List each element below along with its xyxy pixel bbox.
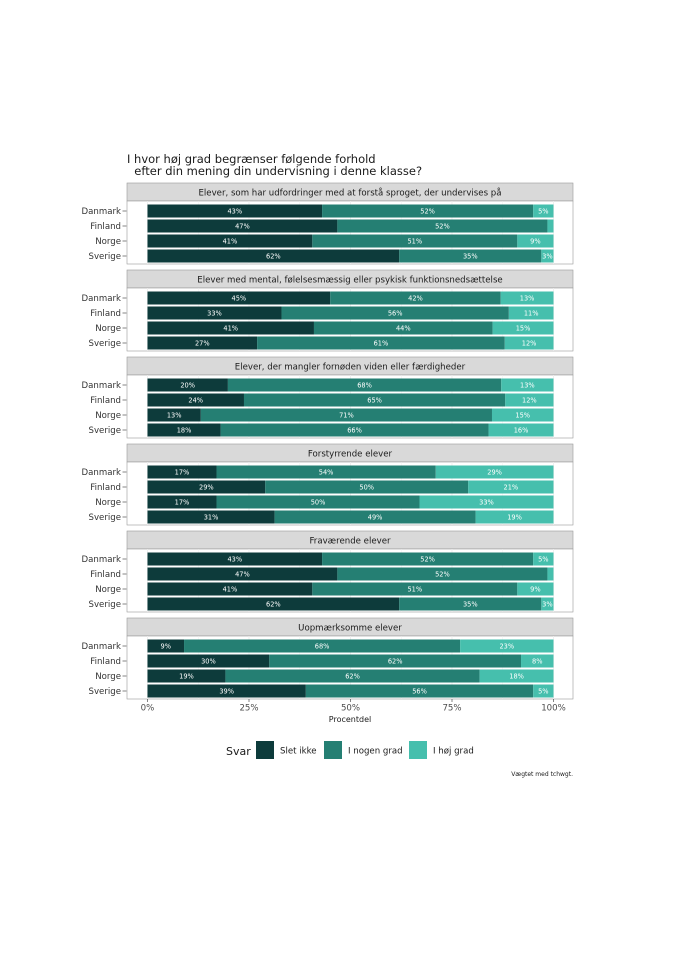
data-label: 29% [199, 483, 214, 492]
legend-label: I høj grad [433, 746, 474, 757]
data-label: 15% [515, 324, 531, 333]
category-label: Finland [90, 222, 121, 232]
data-label: 62% [266, 252, 281, 261]
legend [226, 741, 474, 759]
data-label: 27% [194, 339, 210, 348]
data-label: 5% [538, 555, 549, 564]
data-label: 35% [462, 252, 478, 261]
facet-panels [82, 183, 573, 699]
data-label: 18% [176, 426, 192, 435]
facet-title: Forstyrrende elever [307, 449, 393, 460]
facet-title: Fraværende elever [309, 536, 391, 547]
category-label: Sverige [88, 600, 121, 610]
data-label: 71% [339, 411, 354, 420]
data-label: 35% [462, 600, 478, 609]
data-label: 9% [530, 237, 541, 246]
data-label: 66% [347, 426, 362, 435]
data-label: 20% [180, 381, 196, 390]
data-label: 5% [538, 687, 549, 696]
category-label: Sverige [88, 426, 121, 436]
facet-title: Elever, der mangler fornøden viden eller færdigheder [234, 362, 466, 373]
chart-title-line-1: I hvor høj grad begrænser følgende forhold [127, 152, 376, 166]
data-label: 54% [318, 468, 334, 477]
data-label: 52% [420, 207, 435, 216]
data-label: 47% [235, 222, 250, 231]
category-label: Norge [95, 672, 121, 682]
category-label: Norge [95, 324, 121, 334]
category-label: Danmark [81, 555, 121, 565]
data-label: 50% [310, 498, 326, 507]
data-label: 30% [201, 657, 216, 666]
data-label: 41% [222, 585, 238, 594]
data-label: 39% [219, 687, 234, 696]
facet-panel [82, 618, 573, 699]
x-tick-label: 100% [541, 703, 566, 714]
data-label: 33% [207, 309, 222, 318]
facet-panel [82, 183, 573, 264]
data-label: 49% [367, 513, 383, 522]
data-label: 29% [487, 468, 502, 477]
chart-caption: Vægtet med tchwgt. [511, 771, 573, 778]
category-label: Sverige [88, 252, 121, 262]
legend-swatch [324, 741, 342, 759]
data-label: 50% [359, 483, 375, 492]
data-label: 3% [542, 252, 553, 261]
facet-panel [82, 357, 573, 438]
data-label: 9% [160, 642, 172, 651]
x-tick-label: 25% [239, 703, 259, 714]
data-label: 52% [420, 555, 435, 564]
chart-title-line-2: efter din mening din undervisning i denne klasse? [127, 164, 423, 178]
data-label: 68% [314, 642, 330, 651]
data-label: 65% [367, 396, 382, 405]
category-label: Danmark [81, 642, 121, 652]
data-label: 41% [223, 324, 239, 333]
category-label: Norge [95, 585, 121, 595]
data-label: 18% [509, 672, 524, 681]
data-label: 19% [179, 672, 194, 681]
data-label: 17% [174, 498, 190, 507]
legend-swatch [409, 741, 427, 759]
data-label: 43% [227, 207, 243, 216]
data-label: 42% [408, 294, 423, 303]
data-label: 33% [479, 498, 494, 507]
data-label: 51% [407, 237, 423, 246]
data-label: 3% [542, 600, 553, 609]
data-label: 52% [435, 222, 450, 231]
category-label: Sverige [88, 339, 121, 349]
data-label: 51% [407, 585, 423, 594]
category-label: Norge [95, 498, 121, 508]
category-label: Finland [90, 309, 121, 319]
category-label: Danmark [81, 381, 121, 391]
category-label: Danmark [81, 294, 121, 304]
x-axis-label: Procentdel [328, 715, 372, 724]
category-label: Finland [90, 657, 121, 667]
data-label: 45% [231, 294, 247, 303]
data-label: 13% [166, 411, 182, 420]
data-label: 31% [203, 513, 219, 522]
x-tick-label: 50% [340, 703, 361, 714]
data-label: 56% [412, 687, 427, 696]
category-label: Norge [95, 237, 121, 247]
data-label: 62% [266, 600, 281, 609]
bar-segment [547, 568, 553, 581]
data-label: 62% [387, 657, 403, 666]
category-label: Finland [90, 396, 121, 406]
data-label: 43% [227, 555, 243, 564]
x-axis [141, 699, 566, 714]
data-label: 44% [395, 324, 411, 333]
data-label: 21% [503, 483, 519, 492]
facet-panel [82, 444, 573, 525]
x-tick-label: 75% [442, 703, 462, 714]
bar-segment [547, 220, 553, 233]
data-label: 9% [530, 585, 541, 594]
legend-title: Svar [226, 745, 251, 758]
data-label: 61% [373, 339, 389, 348]
data-label: 12% [522, 396, 537, 405]
data-label: 17% [174, 468, 190, 477]
data-label: 5% [538, 207, 549, 216]
category-label: Norge [95, 411, 121, 421]
data-label: 68% [357, 381, 372, 390]
data-label: 23% [499, 642, 515, 651]
data-label: 13% [519, 294, 535, 303]
data-label: 8% [532, 657, 543, 666]
data-label: 15% [515, 411, 531, 420]
category-label: Danmark [81, 468, 121, 478]
category-label: Danmark [81, 207, 121, 217]
data-label: 56% [387, 309, 403, 318]
facet-title: Elever med mental, følelsesmæssig eller psykisk funktionsnedsættelse [197, 275, 503, 286]
data-label: 52% [435, 570, 450, 579]
facet-panel [82, 531, 573, 612]
facet-panel [82, 270, 573, 351]
data-label: 16% [513, 426, 529, 435]
data-label: 19% [507, 513, 522, 522]
legend-swatch [256, 741, 274, 759]
legend-label: I nogen grad [348, 746, 403, 757]
data-label: 62% [345, 672, 360, 681]
facet-title: Elever, som har udfordringer med at forstå sproget, der undervises på [198, 188, 502, 199]
legend-label: Slet ikke [280, 746, 317, 757]
facet-title: Uopmærksomme elever [298, 623, 402, 634]
x-tick-label: 0% [140, 703, 155, 714]
data-label: 13% [520, 381, 535, 390]
data-label: 24% [188, 396, 204, 405]
category-label: Sverige [88, 513, 121, 523]
category-label: Sverige [88, 687, 121, 697]
category-label: Finland [90, 570, 121, 580]
data-label: 47% [235, 570, 250, 579]
data-label: 41% [222, 237, 238, 246]
data-label: 12% [521, 339, 537, 348]
category-label: Finland [90, 483, 121, 493]
data-label: 11% [523, 309, 539, 318]
